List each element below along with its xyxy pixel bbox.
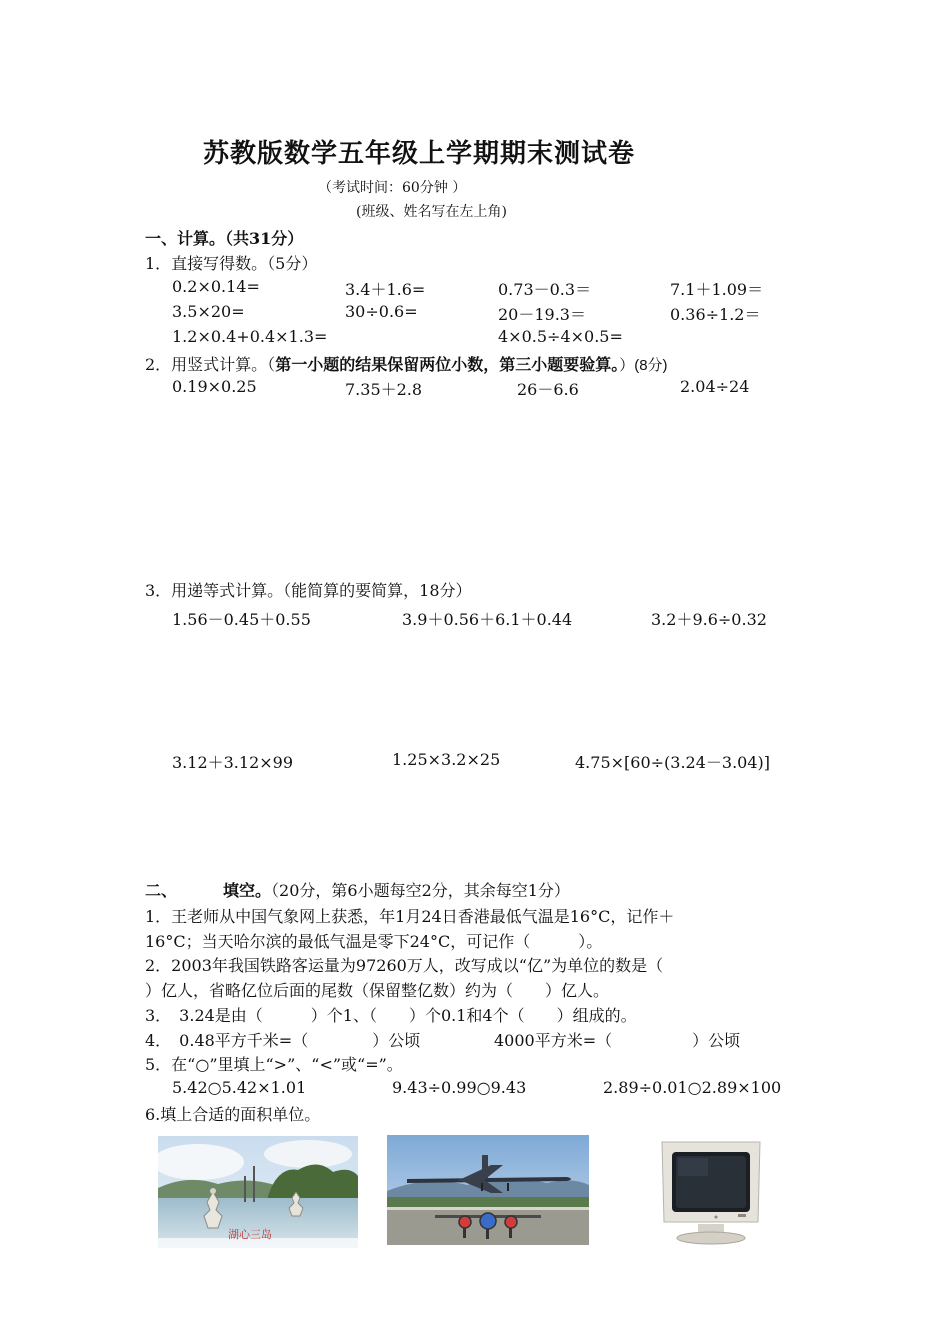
q1-item: 30÷0.6= <box>345 302 418 321</box>
q3-item: 3.2＋9.6÷0.32 <box>651 610 767 629</box>
lake-caption: 湖心三岛 <box>228 1228 272 1241</box>
s2-q4-b: 4000平方米=（ ）公顷 <box>494 1031 741 1050</box>
q1-label: 1．直接写得数。（5分） <box>145 254 318 273</box>
s2-q2-line1: 2．2003年我国铁路客运量为97260万人，改写成以“亿”为单位的数是（ <box>145 956 664 975</box>
s2-q5-item: 9.43÷0.99○9.43 <box>392 1078 527 1097</box>
s2-q1-line2: 16°C；当天哈尔滨的最低气温是零下24°C，可记作（ ）。 <box>145 932 603 951</box>
q1-item: 20－19.3＝ <box>498 305 586 324</box>
q3-item: 1.56－0.45＋0.55 <box>172 610 311 629</box>
exam-time: （考试时间：60分钟 ） <box>318 180 467 196</box>
q1-item: 0.36÷1.2＝ <box>670 305 761 324</box>
s2-q3: 3． 3.24是由（ ）个1、（ ）个0.1和4个（ ）组成的。 <box>145 1006 637 1025</box>
q2-item: 26－6.6 <box>517 380 579 399</box>
q1-item: 1.2×0.4+0.4×1.3= <box>172 327 328 346</box>
s2-q5-item: 5.42○5.42×1.01 <box>172 1078 307 1097</box>
s2-q6: 6.填上合适的面积单位。 <box>145 1105 321 1124</box>
q2-item: 7.35＋2.8 <box>345 380 423 399</box>
name-note: (班级、姓名写在左上角) <box>356 204 507 220</box>
section2-word: 填空。 <box>223 881 272 900</box>
q1-item: 3.4＋1.6= <box>345 280 426 299</box>
q2-item: 2.04÷24 <box>680 377 750 396</box>
airplane-photo <box>387 1135 589 1245</box>
q1-item: 7.1＋1.09＝ <box>670 280 764 299</box>
q2-label-start: 2．用竖式计算。（ <box>145 355 276 374</box>
q2-note: 第一小题的结果保留两位小数，第三小题要验算。 <box>275 355 620 374</box>
q1-item: 0.73－0.3＝ <box>498 280 592 299</box>
s2-q2-line2: ）亿人，省略亿位后面的尾数（保留整亿数）约为（ ）亿人。 <box>145 981 610 1000</box>
lake-photo <box>158 1136 358 1248</box>
section1-heading: 一、计算。（共31分） <box>145 229 304 248</box>
monitor-photo <box>654 1136 768 1254</box>
q3-item: 3.12＋3.12×99 <box>172 753 294 772</box>
q2-label-end: ）(8分) <box>619 357 668 374</box>
monitor-photo-svg <box>654 1136 768 1254</box>
q3-item: 1.25×3.2×25 <box>392 750 501 769</box>
q1-item: 4×0.5÷4×0.5= <box>498 327 623 346</box>
section2-heading <box>145 878 570 901</box>
q2-label <box>145 352 668 375</box>
q3-label: 3．用递等式计算。（能简算的要简算，18分） <box>145 581 472 600</box>
s2-q1-line1: 1．王老师从中国气象网上获悉，年1月24日香港最低气温是16°C，记作＋ <box>145 907 675 926</box>
q3-item: 3.9＋0.56＋6.1＋0.44 <box>402 610 573 629</box>
page-title: 苏教版数学五年级上学期期末测试卷 <box>203 139 636 169</box>
s2-q4-a: 4． 0.48平方千米=（ ）公顷 <box>145 1031 421 1050</box>
section2-number: 二、 <box>145 881 178 900</box>
q1-item: 0.2×0.14= <box>172 277 260 296</box>
s2-q5: 5．在“○”里填上“>”、“<”或“=”。 <box>145 1055 403 1074</box>
q2-item: 0.19×0.25 <box>172 377 257 396</box>
airplane-photo-svg <box>387 1135 589 1245</box>
section2-note: （20分，第6小题每空2分，其余每空1分） <box>271 881 570 900</box>
q1-item: 3.5×20= <box>172 302 245 321</box>
q3-item: 4.75×[60÷(3.24－3.04)] <box>575 753 771 772</box>
s2-q5-item: 2.89÷0.01○2.89×100 <box>603 1078 782 1097</box>
